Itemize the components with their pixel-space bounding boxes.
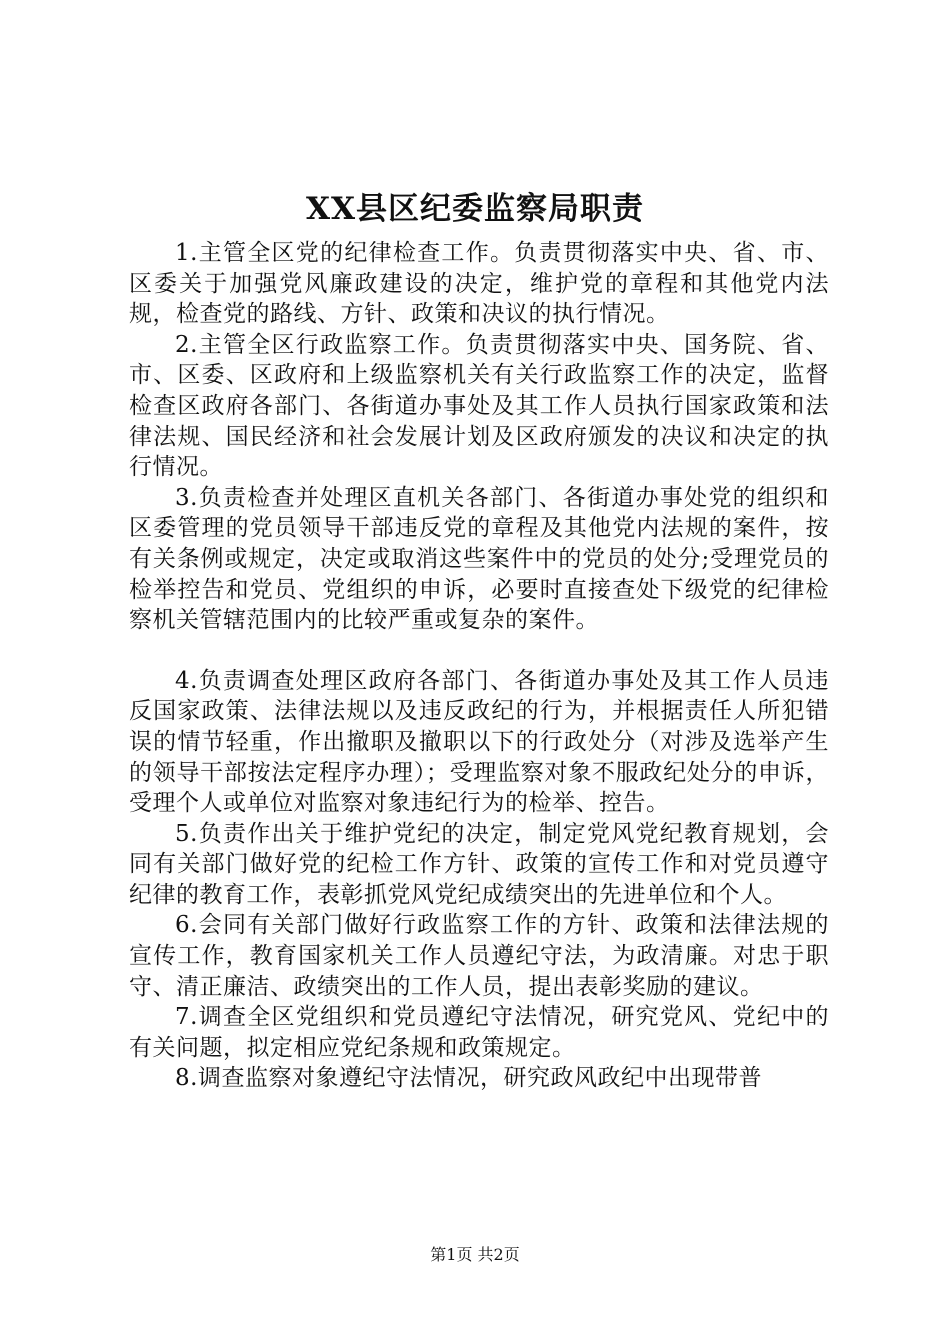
- duty-paragraph-2: 2.主管全区行政监察工作。负责贯彻落实中央、国务院、省、市、区委、区政府和上级监察机关有关行政监察工作的决定，监督检查区政府各部门、各街道办事处及其工作人员执行国家政策和法律法规、国民经济和社会发展计划及区政府颁发的决议和决定的执行情况。: [129, 331, 829, 481]
- duty-paragraph-6: 6.会同有关部门做好行政监察工作的方针、政策和法律法规的宣传工作，教育国家机关工作人员遵纪守法，为政清廉。对忠于职守、清正廉洁、政绩突出的工作人员，提出表彰奖励的建议。: [129, 912, 829, 1000]
- document-title: XX县区纪委监察局职责: [305, 191, 645, 227]
- duty-paragraph-1: 1.主管全区党的纪律检查工作。负责贯彻落实中央、省、市、区委关于加强党风廉政建设的决定，维护党的章程和其他党内法规，检查党的路线、方针、政策和决议的执行情况。: [129, 240, 829, 328]
- duty-paragraph-5: 5.负责作出关于维护党纪的决定，制定党风党纪教育规划，会同有关部门做好党的纪检工作方针、政策的宣传工作和对党员遵守纪律的教育工作，表彰抓党风党纪成绩突出的先进单位和个人。: [129, 820, 829, 908]
- duty-paragraph-8: 8.调查监察对象遵纪守法情况，研究政风政纪中出现带普: [175, 1065, 762, 1092]
- duty-paragraph-3: 3.负责检查并处理区直机关各部门、各街道办事处党的组织和区委管理的党员领导干部违反党的章程及其他党内法规的案件，按有关条例或规定，决定或取消这些案件中的党员的处分;受理党员的检举控告和党员、党组织的申诉，必要时直接查处下级党的纪律检察机关管辖范围内的比较严重或复杂的案件。: [129, 484, 829, 634]
- document-body: [129, 238, 829, 1094]
- page-footer: 第1页 共2页: [430, 1245, 520, 1264]
- duty-paragraph-7: 7.调查全区党组织和党员遵纪守法情况，研究党风、党纪中的有关问题，拟定相应党纪条规和政策规定。: [129, 1004, 829, 1061]
- duty-paragraph-4: 4.负责调查处理区政府各部门、各街道办事处及其工作人员违反国家政策、法律法规以及违反政纪的行为，并根据责任人所犯错误的情节轻重，作出撤职及撤职以下的行政处分（对涉及选举产生的领导干部按法定程序办理）；受理监察对象不服政纪处分的申诉，受理个人或单位对监察对象违纪行为的检举、控告。: [129, 667, 829, 817]
